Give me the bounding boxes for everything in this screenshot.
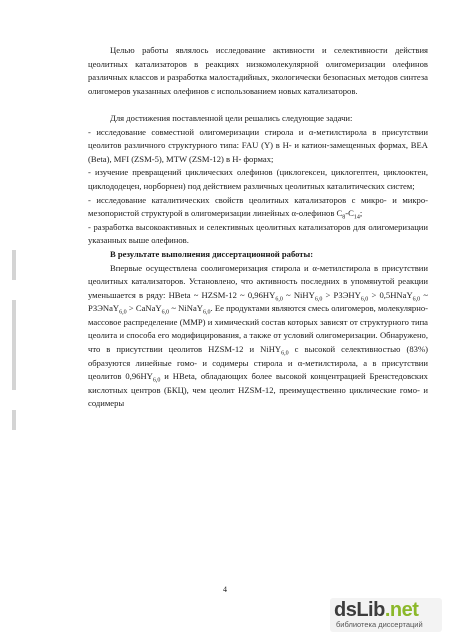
task-item-cooligomerization: - исследование совместной олигомеризации стирола и α-метилстирола в присутствии цеолитов различного структурного типа: FAU (Y) в Н- и катион-замещенных формах, BEA (Beta), MFI (ZSM-5), MTW (ZSM-12) в Н- формах; bbox=[88, 126, 428, 164]
task-item-cyclic-olefins: - изучение превращений циклических олефинов (циклогексен, циклогептен, циклооктен, циклододецен, норборнен) под действием различных цеолитных каталитических систем; bbox=[88, 167, 428, 191]
document-body bbox=[88, 44, 428, 411]
paragraph-results: Впервые осуществлена соолигомеризация стирола и α-метилстирола в присутствии цеолитных катализаторов. Установлено, что активность последних в упомянутой реакции уменьшается в ряду: HBeta ~ HZSM-12 ~ $0,96HY_{6,0}$ ~ NiHY$_{6,0}$ > $РЗЭHY_{6,0}$ > 0,5HNaY$_{6,0}$ ~ РЗЭNaY$_{6,0}$ > CaNaY$_{6,0}$ ~ NiNaY$_{6,0}$. Ее продуктами являются смесь олигомеров, молекулярно-массовое распределение (ММР) и химический состав которых зависят от структурного типа цеолита и способа его модифицирования, а также от условий олигомеризации. Обнаружено, что в присутствии цеолитов HZSM-12 и NiHY$_{6,0}$ с высокой селективностью (83%) образуются линейные гомо- и содимеры стирола и α-метилстирола, а в присутствии цеолитов $0,96HY_{6,0}$ и HBeta, обладающих более высокой концентрацией Бренстедовских кислотных центров (БКЦ), чем цеолит HZSM-12, преимущественно циклические гомо- и содимеры bbox=[88, 262, 428, 409]
paragraph-tasks-intro: Для достижения поставленной цели решались следующие задачи: bbox=[110, 112, 353, 123]
scan-artifact-mark bbox=[12, 300, 16, 390]
dslib-watermark[interactable] bbox=[330, 598, 442, 632]
watermark-caption: библиотека диссертаций bbox=[336, 620, 423, 629]
scan-artifact-mark bbox=[12, 410, 16, 430]
dslib-logo: dsLib.net bbox=[334, 599, 419, 621]
paragraph-goal: Целью работы являлось исследование активности и селективности действия цеолитных катализаторов в реакциях низкомолекулярной олигомеризации олефинов различных классов и разработка малостадийных, экологически безопасных методов синтеза олигомеров указанных олефинов с использованием новых катализаторов. bbox=[88, 45, 428, 96]
task-item-linear-olefins: - исследование каталитических свойств цеолитных катализаторов с микро- и микро-мезопористой структурой в олигомеризации линейных α-олефинов $C_8-C_{14}$; bbox=[88, 194, 428, 221]
scan-artifact-mark bbox=[12, 250, 16, 280]
page-number: 4 bbox=[223, 585, 227, 594]
results-heading: В результате выполнения диссертационной работы: bbox=[110, 248, 314, 259]
task-item-catalyst-development: - разработка высокоактивных и селективных цеолитных катализаторов для олигомеризации указанных выше олефинов. bbox=[88, 221, 428, 246]
